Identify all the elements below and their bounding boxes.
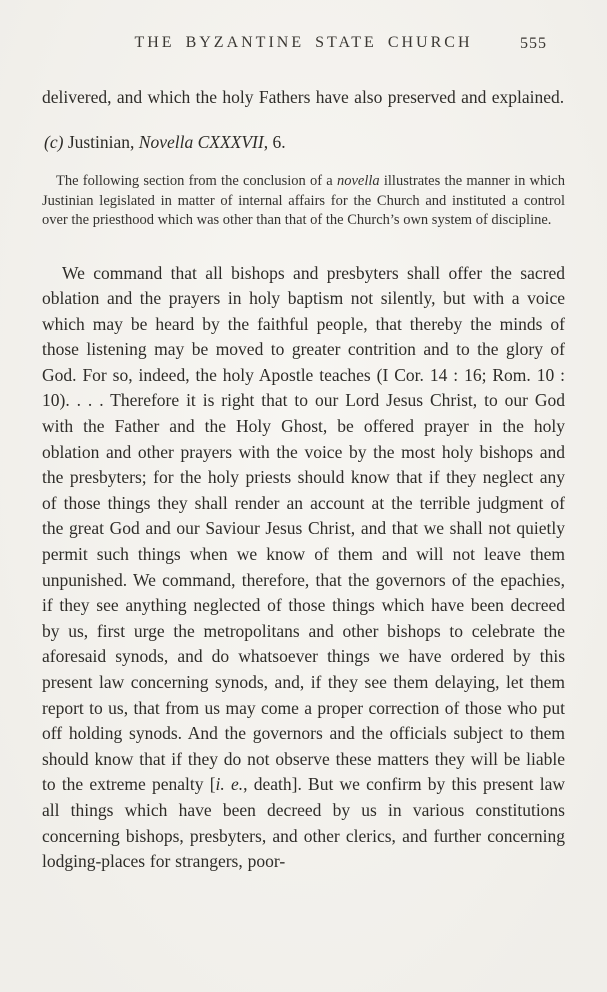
editor-note-paragraph	[42, 172, 565, 231]
section-label: (c)	[44, 132, 64, 152]
running-head	[42, 34, 565, 56]
editor-note-part-1: The following section from the conclusion of a	[56, 173, 337, 189]
body-paragraph	[42, 261, 565, 875]
body-part-1: We command that all bishops and presbyters shall offer the sacred oblation and the prayers in holy baptism not silently, but with a voice which may be heard by the faithful people, that thereby the minds of those listening may be moved to greater contrition and to the glory of God. For so, indeed, the holy Apostle teaches (I Cor. 14 : 16; Rom. 10 : 10). . . . Therefore it is right that to our Lord Jesus Christ, to our God with the Father and the Holy Ghost, be offered prayer in the holy oblation and other prayers with the voice by the most holy bishops and the presbyters; for the holy priests should know that if they neglect any of those things they shall render an account at the terrible judgment of the great God and our Saviour Jesus Christ, and that we shall not quietly permit such things when we know of them and will not leave them unpunished. We command, therefore, that the governors of the epachies, if they see anything neglected of those things which have been decreed by us, first urge the metropolitans and other bishops to celebrate the aforesaid synods, and do whatsoever things we have ordered by this present law concerning synods, and, if they see them delaying, let them report to us, that from us may come a proper correction of those who put off holding synods. And the governors and the officials subject to them should know that if they do not observe these matters they will be liable to the extreme penalty [	[42, 262, 565, 795]
body-italic: i. e.	[215, 774, 244, 795]
section-heading	[42, 130, 565, 154]
editor-note-part-2: illustrates the manner in which Justinian legislated in matter of internal affairs for the Church and instituted a control over the priesthood which was other than that of the Church’s own system of discipline.	[42, 173, 565, 228]
page-title: THE BYZANTINE STATE CHURCH	[134, 34, 473, 51]
page-number: 555	[520, 35, 547, 52]
continuation-paragraph	[42, 84, 565, 110]
section-heading-roman-2: , 6.	[263, 132, 286, 152]
body-part-2: , death]. But we confirm by this present law all things which have been decreed by us in various constitutions concerning bishops, presbyters, and other clerics, and further concerning lodging-places for strangers, poor-	[42, 774, 565, 872]
section-heading-roman-1: Justinian,	[63, 132, 139, 152]
editor-note-italic: novella	[336, 173, 380, 189]
section-heading-italic: Novella CXXXVII	[138, 132, 264, 152]
continuation-text: delivered, and which the holy Fathers have also preserved and explained.	[42, 87, 565, 107]
